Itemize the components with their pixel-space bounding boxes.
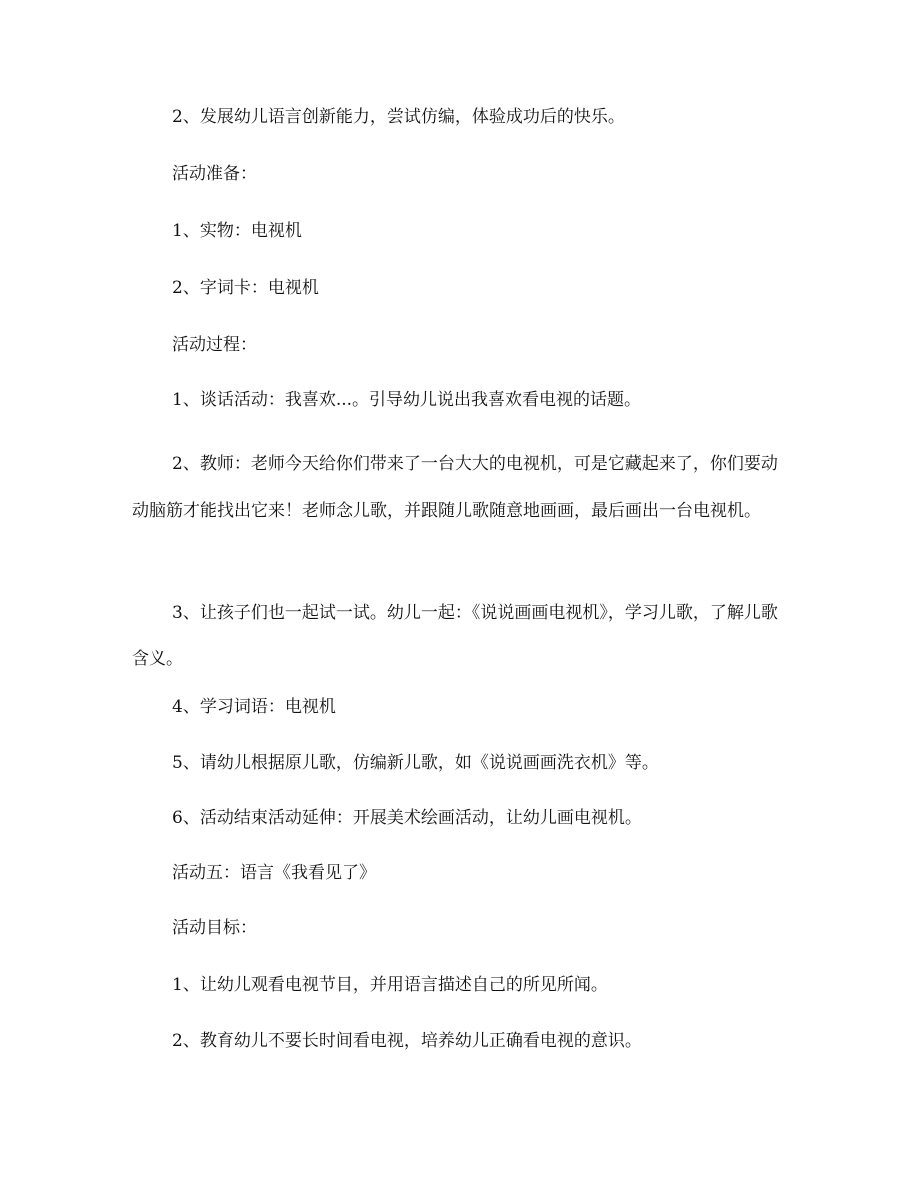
paragraph-process-2: 2、教师：老师今天给你们带来了一台大大的电视机，可是它藏起来了，你们要动动脑筋才能找出它来！老师念儿歌，并跟随儿歌随意地画画，最后画出一台电视机。 <box>132 454 778 521</box>
paragraph-goal-2: 2、发展幼儿语言创新能力，尝试仿编，体验成功后的快乐。 <box>172 107 625 127</box>
heading-activity-five: 活动五：语言《我看见了》 <box>172 863 376 883</box>
paragraph-process-6: 6、活动结束活动延伸：开展美术绘画活动，让幼儿画电视机。 <box>172 808 642 828</box>
paragraph-process-4: 4、学习词语：电视机 <box>172 697 336 717</box>
paragraph-goal-2b: 2、教育幼儿不要长时间看电视，培养幼儿正确看电视的意识。 <box>172 1031 642 1051</box>
paragraph-process-5: 5、请幼儿根据原儿歌，仿编新儿歌，如《说说画画洗衣机》等。 <box>172 753 659 773</box>
paragraph-prep-2: 2、字词卡：电视机 <box>172 278 319 298</box>
paragraph-prep-1: 1、实物：电视机 <box>172 221 302 241</box>
heading-preparation: 活动准备： <box>172 164 257 184</box>
heading-process: 活动过程： <box>172 335 257 355</box>
paragraph-goal-1b: 1、让幼儿观看电视节目，并用语言描述自己的所见所闻。 <box>172 975 608 995</box>
paragraph-process-1: 1、谈话活动：我喜欢...。引导幼儿说出我喜欢看电视的话题。 <box>172 390 642 410</box>
paragraph-process-3: 3、让孩子们也一起试一试。幼儿一起：《说说画画电视机》，学习儿歌，了解儿歌含义。 <box>132 603 778 669</box>
heading-goals: 活动目标： <box>172 918 257 938</box>
